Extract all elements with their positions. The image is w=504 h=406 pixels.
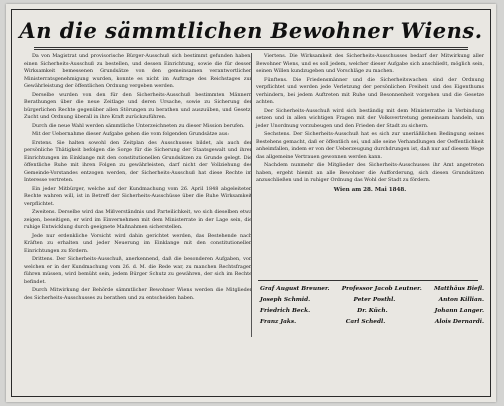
left-column	[24, 53, 252, 303]
signature-name: Joseph Schmid.	[260, 297, 311, 303]
signature-row	[260, 295, 484, 306]
signature-rule	[258, 280, 478, 281]
paragraph: Durch Mitwirkung der Behörde sämmtlicher Bewohner Wiens werden die Mitglieder des Sicherheits-Ausschusses zu berathen und zu entscheiden haben.	[24, 287, 252, 301]
paragraph: Jede nur erdenkliche Vorsicht wird dahin gerichtet werden, das Bestehende nach Kräften zu erhalten und jeder Neuerung im Einklange mit den constitutionellen Einrichtungen zu fördern.	[24, 232, 252, 254]
signature-name: Carl Schedl.	[345, 319, 386, 325]
signature-name: Dr. Küch.	[357, 308, 388, 314]
paragraph: Mit der Uebernahme dieser Aufgabe gehen die vom folgenden Grundsätze aus:	[32, 131, 230, 137]
paragraph: Sechstens. Der Sicherheits-Ausschuß hat es sich zur unerläßlichen Bedingung seines Bestehens gemacht, daß er öffentlich sei, und alle seine Verhandlungen der Oeffentlichkeit anheimfallen, indem er von der Ueberzeugung durchdrungen ist, daß nur auf diesem Wege das allgemeine Vertrauen gewonnen werden kann.	[256, 131, 484, 160]
title-rule	[34, 47, 468, 48]
signature-row	[260, 284, 484, 295]
paragraph: Nachdem nunmehr die Mitglieder des Sicherheits-Ausschusses ihr Amt angetreten haben, ergeht hiemit an alle Bewohner die Aufforderung, sich diesen Grundsätzen anzuschließen und in ruhiger Ordnung das Wohl der Stadt zu fördern.	[256, 162, 484, 183]
signature-name: Professor Jacob Leutner.	[341, 286, 422, 292]
paragraph: Erstens. Sie halten sowohl den Zeitplan des Ausschusses bildet, als auch der persönliche Thätigkeit befolgen die Sorge für die Sicherung der Staatsgewalt und ihrer Einrichtungen im Einklange mit den constitutionellen Grundsätzen zu Grunde gelegt. Die öffentliche Ruhe mit ihren Folgen zu gewährleisten, darf nicht der Vollziehung des Gemeinde-Vorstandes entzogen werden, der Sicherheits-Ausschuß hat diese Rechte im Interesse vertreten.	[24, 139, 252, 183]
column-divider	[251, 53, 252, 337]
paragraph: Da von Magistrat und provisorische Bürger-Ausschuß sich bestimmt gefunden haben, einen Sicherheits-Ausschuß zu bestellen, und dessen Einrichtung, sowie die für dessen Wirksamkeit bemessenen Grundsätze von den gemeinsamen verantwortlichen Ministerratsgenehmigung wurden, konnte es nicht im Auftrage des Reichstages zur Gewährleistung der öffentlichen Ordnung vergeben werden.	[24, 53, 252, 89]
signature-name: Anton Killian.	[438, 297, 484, 303]
signature-name: Matthäus Biefl.	[433, 286, 484, 292]
paragraph: Derselbe wurden von den für den Sicherheits-Ausschuß bestimmten Männern Berathungen über die neue Zeitlage und deren Ursache, sowie zu Sicherung der bürgerlichen Rechte gegenüber allen Störungen zu berathen und auszuüben, und Gesetz, Zucht und Ordnung überall in ihre Kraft zurückzuführen.	[24, 91, 252, 120]
paragraph: Ein jeder Mitbürger, welche auf der Kundmachung vom 26. April 1848 abgeleiteten Rechte wahren will, ist in Betreff der Sicherheits-Ausschüsse über die Ruhe Wirksamkeit verpflichtet.	[24, 185, 252, 207]
signature-name: Graf August Breuner.	[260, 286, 330, 292]
proclamation-sheet	[6, 4, 496, 402]
signature-name: Franz Jaks.	[260, 319, 297, 325]
signature-name: Johann Langer.	[434, 308, 484, 314]
paragraph: Drittens. Der Sicherheits-Ausschuß, anerkennend, daß die besonderen Aufgaben, von welchen er in der Kundmachung vom 26. d. M. die Rede war, zu manchen Rechtsfragen führen müssen, wird bemüht sein, jedem Bürger Schutz zu gewähren, der sich im Rechte befindet.	[24, 256, 252, 285]
signature-name: Peter Posthl.	[353, 297, 396, 303]
signature-row	[260, 306, 484, 317]
paragraph: Der Sicherheits-Ausschuß wird sich beständig mit dem Ministerrathe in Verbindung setzen und in allen wichtigen Fragen mit der Volksvertretung gemeinsam handeln, um jeder Unordnung vorzubeugen und den Frieden der Stadt zu sichern.	[256, 107, 484, 129]
proclamation-title: An die sämmtlichen Bewohner Wiens.	[19, 18, 483, 43]
paragraph: Zweitens. Derselbe wird das Mißverständnis und Parteilichkeit, wo sich dieselben etwa zeigen, beseitigen, er wird im Einvernehmen mit dem Ministerrate in der Lage sein, die ruhige Entwicklung durch geeignete Maßnahmen sicherstellen.	[24, 209, 252, 230]
signature-name: Alois Dernardi.	[434, 319, 484, 325]
paragraph: Viertens. Die Wirksamkeit des Sicherheits-Ausschusses bedarf der Mitwirkung aller Bewohner Wiens, und es soll jedem, welcher dieser Aufgabe sich anschließt, möglich sein, seinen Willen kundzugeben und Vorschläge zu machen.	[256, 53, 484, 74]
right-column	[256, 53, 484, 194]
signature-block	[260, 284, 484, 328]
paragraph: Fünftens. Die Friedensmänner und die Sicherheitswachen sind der Ordnung verpflichtet und werden jede Verletzung der persönlichen Freiheit und des Eigenthums verhindern, bei jedem Auftreten mit Ruhe und Besonnenheit vorgehen und die Gesetze achten.	[256, 76, 484, 105]
signature-row	[260, 317, 484, 328]
signature-name: Friedrich Beck.	[260, 308, 311, 314]
proclamation-date: Wien am 28. Mai 1848.	[333, 186, 407, 193]
paragraph: Durch die neue Wahl werden sämmtliche Unterzeichneten zu dieser Mission berufen.	[32, 122, 245, 129]
title-rule-double	[34, 49, 468, 50]
